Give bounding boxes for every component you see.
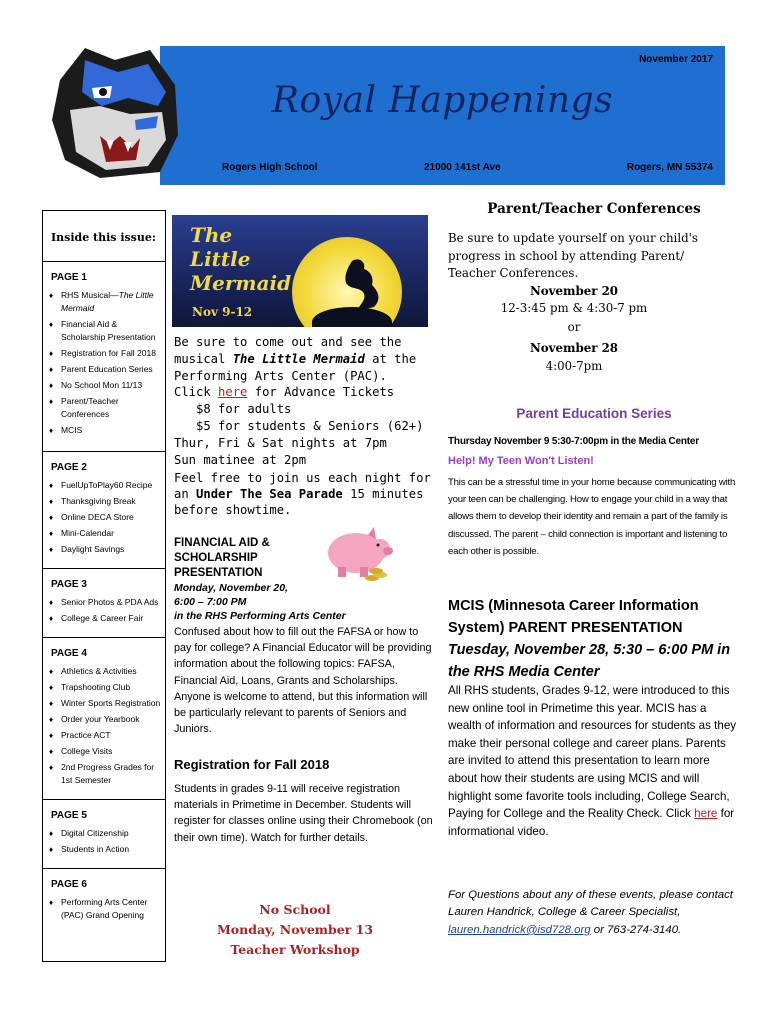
diamond-bullet-icon: ♦: [49, 397, 54, 406]
show-nights: Thur, Fri & Sat nights at 7pm: [174, 435, 387, 450]
financial-aid-body: Confused about how to fill out the FAFSA or how to pay for college? A Financial Educator will be providing information about the following topics: FAFSA, Financial Aid, Loans, Grants and Scholarships. Anyone is welcome to attend, but this information will be particularly relevant to parents of Seniors and Juniors.: [174, 626, 432, 736]
parade-text: Feel free to join us each night for an Under The Sea Parade 15 minutes before showtime.: [174, 471, 431, 517]
diamond-bullet-icon: ♦: [49, 614, 54, 623]
musical-description: Be sure to come out and see the musical The Little Mermaid at the Performing Arts Center (PAC). Click here for Advance Tickets $8 for adults $5 for students & Seniors (62+) Thur, Fri & Sat nights at 7pm Sun matinee at 2pm: [174, 334, 434, 468]
price-students: $5 for students & Seniors (62+): [196, 418, 424, 433]
toc-page-heading: PAGE 4: [51, 648, 87, 659]
show-title: The Little Mermaid: [232, 351, 365, 366]
toc-item: ♦ No School Mon 11/13: [49, 380, 143, 390]
toc-page-heading: PAGE 5: [51, 810, 87, 821]
toc-item: ♦ Financial Aid & Scholarship Presentation: [49, 319, 156, 342]
issue-date: November 2017: [639, 54, 713, 65]
toc-item: ♦ MCIS: [49, 425, 83, 435]
diamond-bullet-icon: ♦: [49, 898, 54, 907]
show-matinee: Sun matinee at 2pm: [174, 452, 307, 467]
toc-item: ♦ Online DECA Store: [49, 512, 134, 522]
school-address: 21000 141st Ave: [424, 162, 501, 173]
diamond-bullet-icon: ♦: [49, 715, 54, 724]
mcis-body: All RHS students, Grades 9-12, were introduced to this new online tool in Primetime this year. MCIS has a wealth of information and resources for students as they make their personal college and career plans. Parents are invited to attend this presentation to learn more about how their students are using MCIS and will highlight some favorite tools including, College Search, Paying for College and the Reality Check. Click here for informational video.: [448, 684, 737, 838]
financial-aid-title: FINANCIAL AID & SCHOLARSHIP PRESENTATION: [174, 537, 270, 579]
diamond-bullet-icon: ♦: [49, 349, 54, 358]
toc-item: ♦ Athletics & Activities: [49, 666, 137, 676]
diamond-bullet-icon: ♦: [49, 320, 54, 329]
parent-ed-title: Parent Education Series: [516, 406, 672, 421]
diamond-bullet-icon: ♦: [49, 763, 54, 772]
poster-date: Nov 9-12: [192, 305, 253, 319]
diamond-bullet-icon: ♦: [49, 598, 54, 607]
registration-body: Students in grades 9-11 will receive registration materials in Primetime in December. Students will register for classes online using their Chromebook (on their own time). Watch for further details.: [174, 783, 433, 844]
diamond-bullet-icon: ♦: [49, 731, 54, 740]
newsletter-title: Royal Happenings: [271, 80, 614, 121]
diamond-bullet-icon: ♦: [49, 291, 54, 300]
contact-info: For Questions about any of these events, please contact Lauren Handrick, College & Career Specialist, lauren.handrick@isd728.org or 763-274-3140.: [448, 889, 733, 936]
poster-title: The Little Mermaid: [190, 223, 292, 295]
registration-title: Registration for Fall 2018: [174, 757, 330, 772]
diamond-bullet-icon: ♦: [49, 829, 54, 838]
diamond-bullet-icon: ♦: [49, 513, 54, 522]
conference-date-2: November 28: [530, 341, 618, 355]
toc-item: ♦ FuelUpToPlay60 Recipe: [49, 480, 153, 490]
diamond-bullet-icon: ♦: [49, 365, 54, 374]
diamond-bullet-icon: ♦: [49, 683, 54, 692]
toc-item: ♦ Order your Yearbook: [49, 714, 140, 724]
diamond-bullet-icon: ♦: [49, 529, 54, 538]
toc-item: ♦ 2nd Progress Grades for 1st Semester: [49, 762, 155, 785]
diamond-bullet-icon: ♦: [49, 845, 54, 854]
diamond-bullet-icon: ♦: [49, 699, 54, 708]
toc-item: ♦ Parent Education Series: [49, 364, 153, 374]
mermaid-poster: [172, 215, 428, 327]
toc-page-2: [43, 451, 165, 556]
parent-ed-when: Thursday November 9 5:30-7:00pm in the Media Center: [448, 436, 699, 447]
toc-title: Inside this issue:: [51, 231, 156, 244]
conference-date-1: November 20: [530, 284, 618, 298]
toc-page-heading: PAGE 3: [51, 579, 87, 590]
toc-item: ♦ Thanksgiving Break: [49, 496, 136, 506]
masthead-banner: [160, 46, 725, 185]
diamond-bullet-icon: ♦: [49, 426, 54, 435]
toc-item: ♦ Practice ACT: [49, 730, 111, 740]
no-school-notice: No School Monday, November 13 Teacher Workshop: [216, 902, 374, 957]
diamond-bullet-icon: ♦: [49, 545, 54, 554]
toc-page-4: [43, 637, 165, 787]
diamond-bullet-icon: ♦: [49, 747, 54, 756]
school-city: Rogers, MN 55374: [626, 162, 713, 173]
toc-item: ♦ Performing Arts Center (PAC) Grand Opening: [49, 897, 148, 920]
toc-item: ♦ Mini-Calendar: [49, 528, 114, 538]
video-link[interactable]: here: [694, 807, 718, 821]
conferences-title: Parent/Teacher Conferences: [487, 201, 701, 217]
toc-page-3: [43, 568, 165, 625]
toc-item: ♦ College & Career Fair: [49, 613, 144, 623]
mermaid-silhouette-icon: [322, 255, 392, 315]
school-name: Rogers High School: [222, 162, 318, 173]
toc-page-1: [43, 262, 165, 437]
conferences-body: Be sure to update yourself on your child's progress in school by attending Parent/ Teacher Conferences.: [448, 231, 698, 280]
mcis-title: MCIS (Minnesota Career Information System) PARENT PRESENTATION: [448, 598, 699, 636]
toc-page-heading: PAGE 6: [51, 879, 87, 890]
toc-page-heading: PAGE 2: [51, 462, 87, 473]
conference-or: or: [567, 320, 581, 334]
price-adults: $8 for adults: [196, 402, 292, 417]
conference-time-2: 4:00-7pm: [545, 359, 603, 373]
toc-item: ♦ Registration for Fall 2018: [49, 348, 156, 358]
toc-item: ♦ RHS Musical—The Little Mermaid: [49, 290, 154, 313]
toc-page-6: [43, 868, 165, 933]
conference-time-1: 12-3:45 pm & 4:30-7 pm: [500, 301, 648, 315]
toc-item: ♦ Parent/Teacher Conferences: [49, 396, 119, 419]
toc-item: ♦ College Visits: [49, 746, 113, 756]
financial-aid-when: Monday, November 20, 6:00 – 7:00 PM in the RHS Performing Arts Center: [174, 582, 346, 622]
email-link[interactable]: lauren.handrick@isd728.org: [448, 923, 591, 936]
tickets-link[interactable]: here: [218, 385, 248, 400]
diamond-bullet-icon: ♦: [49, 667, 54, 676]
parent-ed-body: This can be a stressful time in your home because communicating with your teen can be challenging. How to engage your child in a way that allows them to develop their identity and remain a part of the family is discussed. The parent – child connection is important and listening to each other is possible.: [448, 477, 736, 557]
table-of-contents: [42, 210, 166, 962]
toc-item: ♦ Digital Citizenship: [49, 828, 129, 838]
diamond-bullet-icon: ♦: [49, 381, 54, 390]
toc-item: ♦ Trapshooting Club: [49, 682, 131, 692]
toc-page-5: [43, 799, 165, 856]
toc-item: ♦ Senior Photos & PDA Ads: [49, 597, 159, 607]
toc-item: ♦ Daylight Savings: [49, 544, 125, 554]
diamond-bullet-icon: ♦: [49, 481, 54, 490]
parent-ed-subtitle: Help! My Teen Won't Listen!: [448, 455, 594, 467]
toc-page-heading: PAGE 1: [51, 272, 87, 283]
toc-item: ♦ Students in Action: [49, 844, 130, 854]
diamond-bullet-icon: ♦: [49, 497, 54, 506]
mcis-when: Tuesday, November 28, 5:30 – 6:00 PM in the RHS Media Center: [448, 642, 731, 680]
piggy-bank-icon: [318, 523, 398, 585]
panther-logo: [40, 40, 190, 180]
toc-item: ♦ Winter Sports Registration: [49, 698, 161, 708]
